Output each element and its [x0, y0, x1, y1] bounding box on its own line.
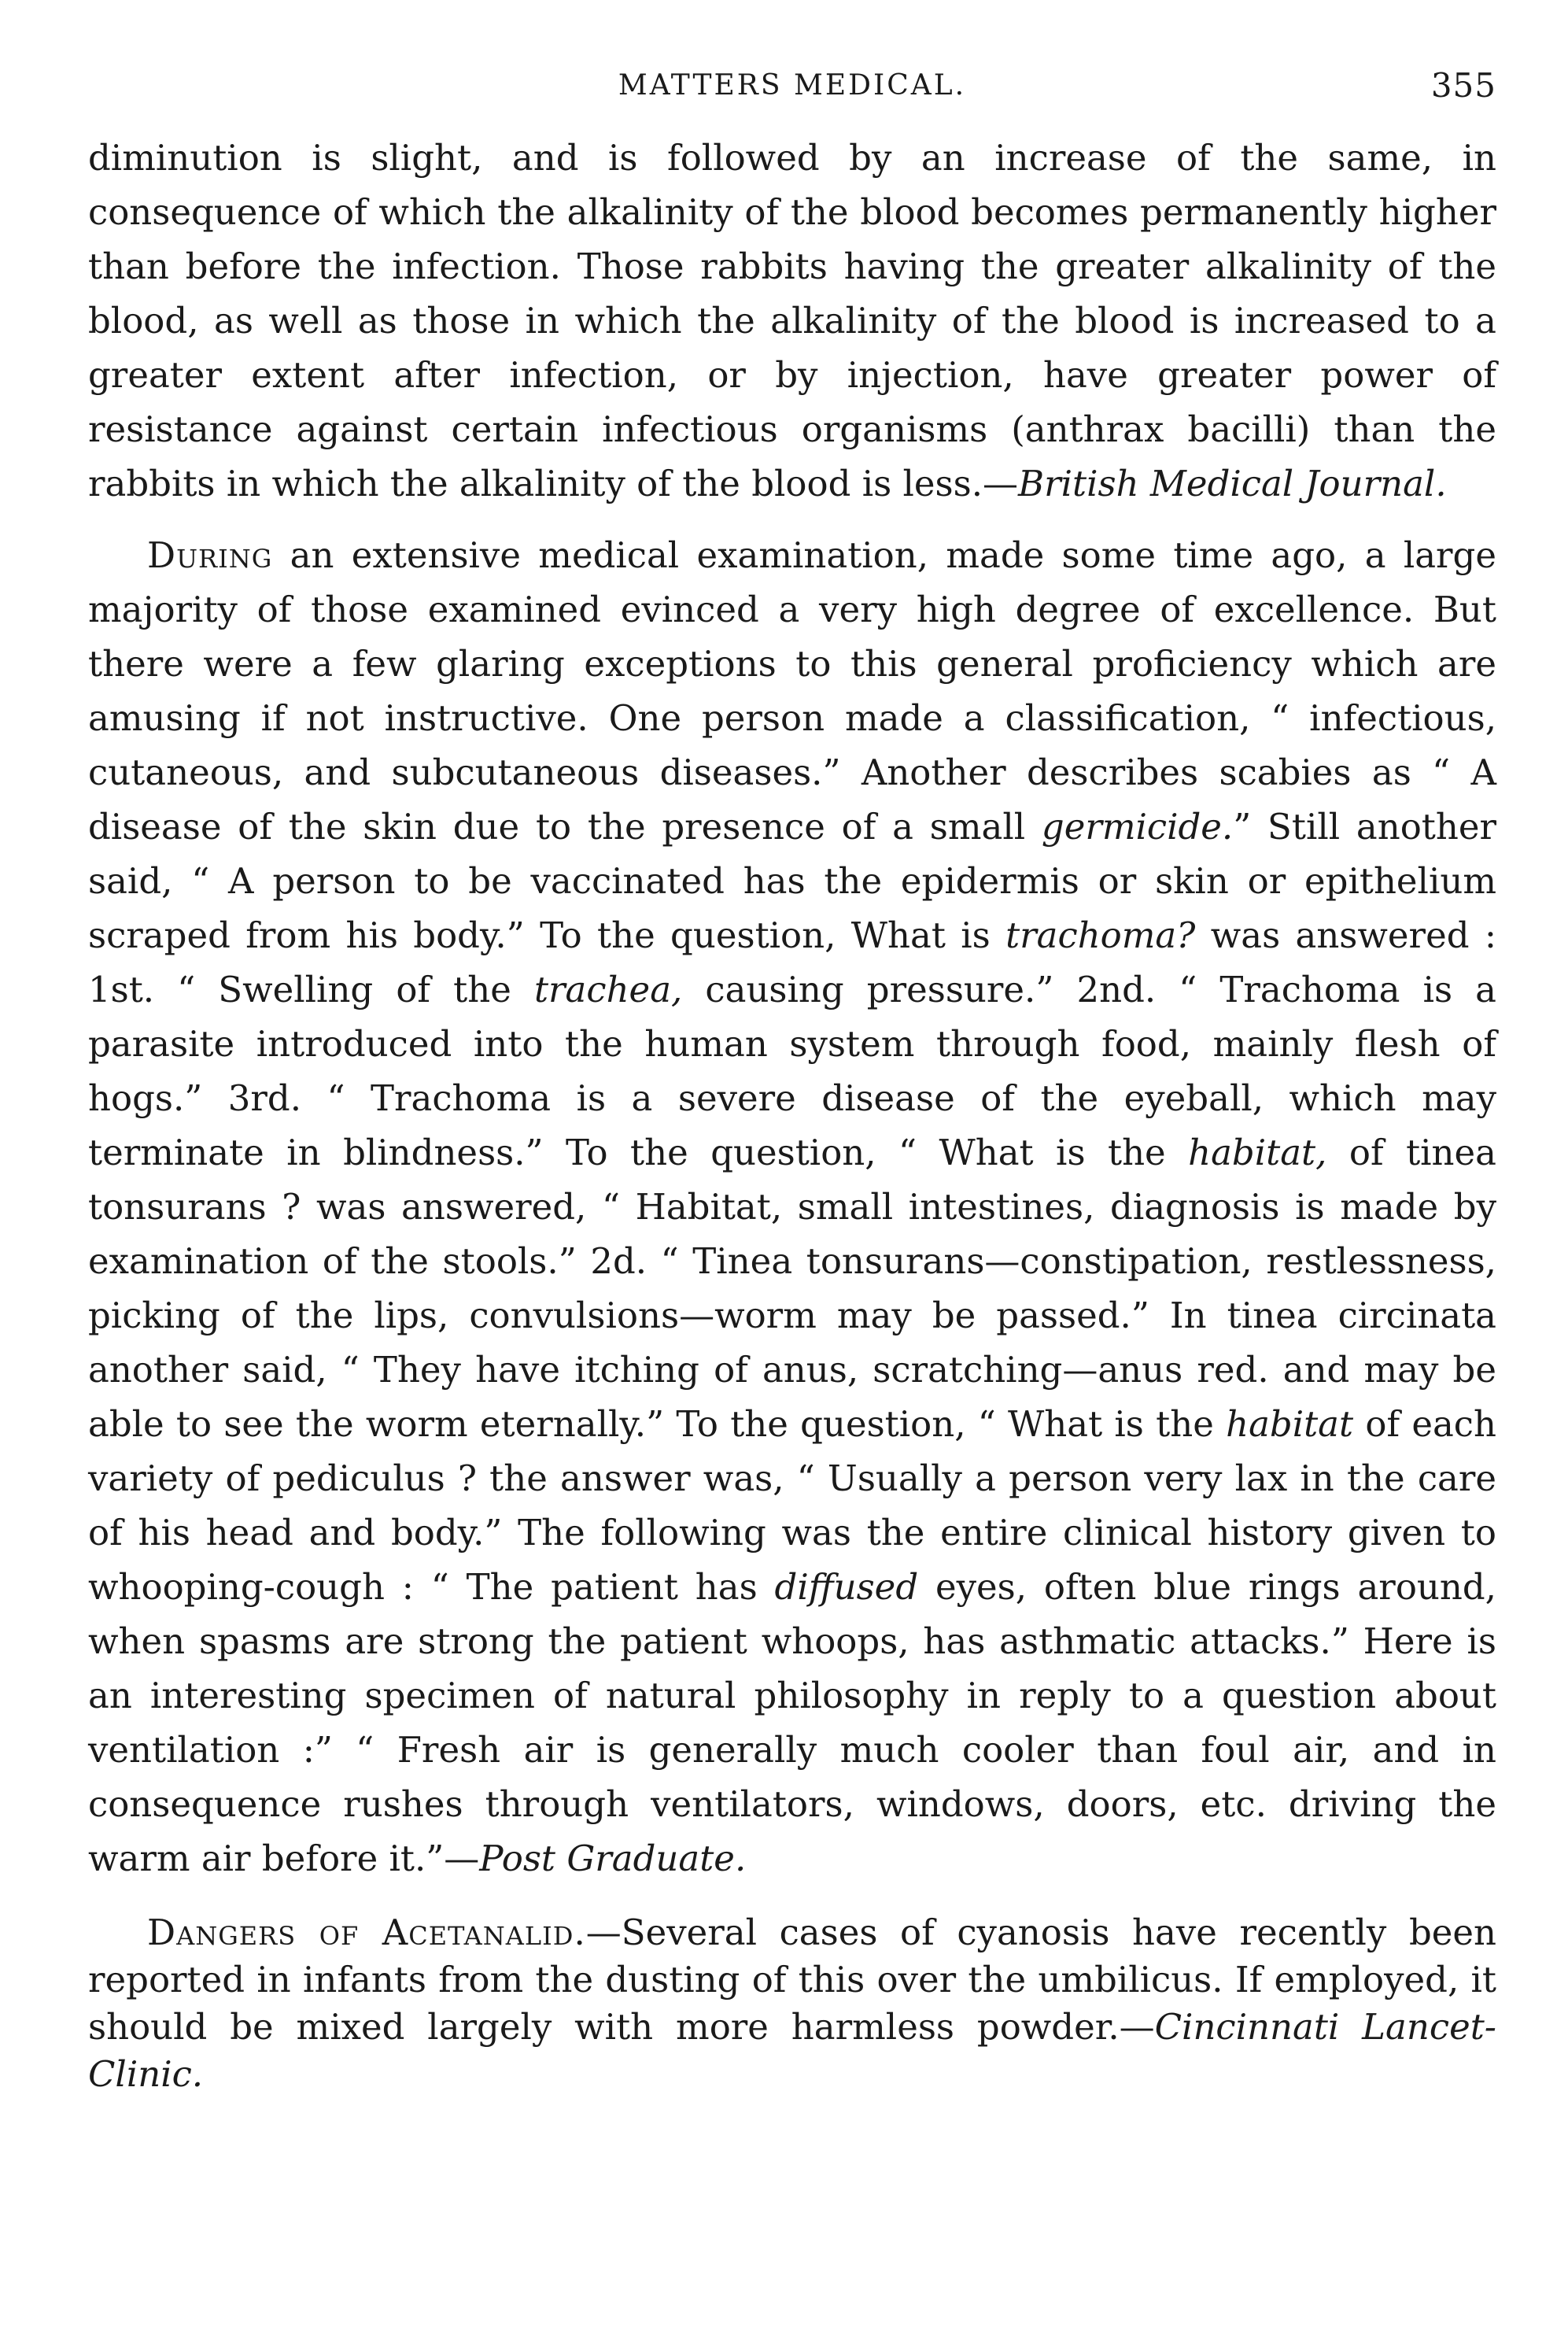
paragraph-text: causing pressure.” 2nd. “ Trachoma is a parasite introduced into the human system through food, mainly flesh of hogs.” 3rd. “ Trachoma is a severe disease of the eyeball, which may terminate in blindness.” To the question, “ What is the — [88, 969, 1496, 1173]
italic-term: habitat, — [1188, 1132, 1327, 1173]
running-title: MATTERS MEDICAL. — [618, 69, 967, 102]
paragraph-text: of each variety of pediculus ? the answer was, “ Usually a person very lax in the care of his head and body.” The following was the entire clinical history given to whooping-cough : “ The patient has — [88, 1403, 1496, 1608]
paragraph-text: diminution is slight, and is followed by an increase of the same, in consequence of which the alkalinity of the blood becomes permanently higher than before the infection. Those rabbits having the greater alkalinity of the blood, as well as those in which the alkalinity of the blood is increased to a greater extent after infection, or by injection, have greater power of resistance against certain infectious organisms (anthrax bacilli) than the rabbits in which the alkalinity of the blood is less.— — [88, 137, 1496, 504]
italic-term: habitat — [1226, 1403, 1354, 1445]
italic-term: diffused — [774, 1566, 919, 1608]
paragraph-text: of tinea tonsurans ? was answered, “ Habitat, small intestines, diagnosis is made by examination of the stools.” 2d. “ Tinea tonsurans—constipation, restlessness, picking of the lips, convulsions—worm may be passed.” In tinea circinata another said, “ They have itching of anus, scratching—anus red. and may be able to see the worm eternally.” To the question, “ What is the — [88, 1132, 1496, 1445]
paragraph-text: an extensive medical examination, made some time ago, a large majority of those examined evinced a very high degree of excellence. But there were a few glaring exceptions to this general proficiency which are amusing if not instructive. One person made a classification, “ infectious, cutaneous, and subcutaneous diseases.” Another describes scabies as “ A disease of the skin due to the presence of a small — [88, 534, 1496, 848]
paragraph-text: eyes, often blue rings around, when spasms are strong the patient whoops, has asthmatic attacks.” Here is an interesting specimen of natural philosophy in reply to a question about ventilation :” “ Fresh air is generally much cooler than foul air, and in consequence rushes through ventilators, windows, doors, etc. driving the warm air before it.”— — [88, 1566, 1496, 1879]
source-citation: British Medical Journal. — [1018, 463, 1447, 504]
paragraph-alkalinity — [88, 131, 1496, 511]
paragraph-text: ” Still another said, “ A person to be vaccinated has the epidermis or skin or epithelium scraped from his body.” To the question, What is — [88, 806, 1496, 956]
paragraph-lead: Dangers of Acetanalid. — [147, 1912, 586, 1953]
italic-term: germicide. — [1041, 806, 1234, 848]
italic-term: trachea, — [533, 969, 683, 1010]
paragraph-text: was answered : 1st. “ Swelling of the — [88, 914, 1496, 1010]
paragraph-acetanalid — [88, 1909, 1496, 2098]
source-citation: Cincinnati Lancet-Clinic. — [88, 2006, 1496, 2095]
paragraph-lead: During — [147, 534, 273, 576]
page-header — [88, 55, 1496, 110]
paragraph-examination — [88, 528, 1496, 1886]
book-page — [88, 55, 1496, 2098]
page-number: 355 — [1430, 66, 1496, 105]
italic-term: trachoma? — [1005, 914, 1196, 956]
paragraph-text: —Several cases of cyanosis have recently been reported in infants from the dusting of this over the umbilicus. If employed, it should be mixed largely with more harmless powder.— — [88, 1912, 1496, 2048]
source-citation: Post Graduate. — [479, 1838, 747, 1879]
